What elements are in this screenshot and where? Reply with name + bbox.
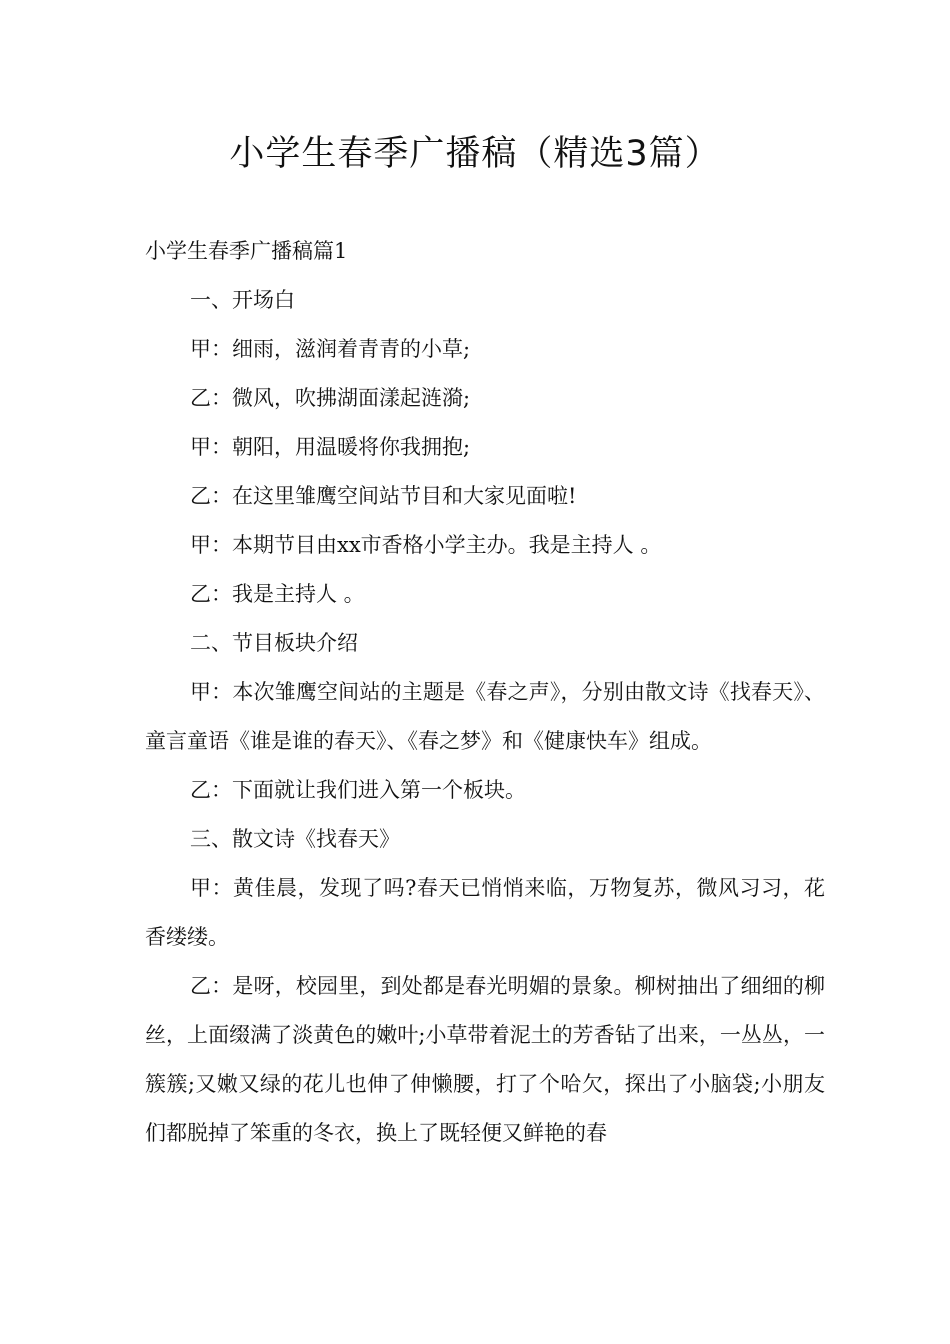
paragraph-line: 乙：微风，吹拂湖面漾起涟漪;	[190, 386, 471, 410]
paragraph-line: 甲：本期节目由xx市香格小学主办。我是主持人 。	[190, 533, 662, 557]
paragraph-line: 乙：是呀，校园里，到处都是春光明媚的景象。柳树抽出了细细的柳丝，上面缀满了淡黄色的嫩叶;小草带着泥土的芳香钻了出来，一丛丛，一簇簇;又嫩又绿的花儿也伸了伸懒腰，打了个哈欠，探出了小脑袋;小朋友们都脱掉了笨重的冬衣，换上了既轻便又鲜艳的春	[145, 974, 825, 1145]
paragraph-line: 乙：我是主持人 。	[190, 582, 365, 606]
paragraph-line: 甲：本次雏鹰空间站的主题是《春之声》，分别由散文诗《找春天》、童言童语《谁是谁的春天》、《春之梦》和《健康快车》组成。	[145, 680, 825, 753]
paragraph-opening-heading: 一、开场白	[190, 288, 295, 312]
document-title: 小学生春季广播稿（精选3篇）	[229, 134, 721, 174]
paragraph-program-heading: 二、节目板块介绍	[190, 631, 358, 655]
paragraph-line: 甲：细雨，滋润着青青的小草;	[190, 337, 471, 361]
section-heading: 小学生春季广播稿篇1	[145, 239, 348, 263]
document-body	[145, 227, 825, 1158]
paragraph-line: 乙：在这里雏鹰空间站节目和大家见面啦!	[190, 484, 577, 508]
paragraph-line: 乙：下面就让我们进入第一个板块。	[190, 778, 526, 802]
paragraph-poem-heading: 三、散文诗《找春天》	[190, 827, 400, 851]
paragraph-line: 甲：朝阳，用温暖将你我拥抱;	[190, 435, 471, 459]
paragraph-line: 甲：黄佳晨，发现了吗?春天已悄悄来临，万物复苏，微风习习，花香缕缕。	[145, 876, 825, 949]
